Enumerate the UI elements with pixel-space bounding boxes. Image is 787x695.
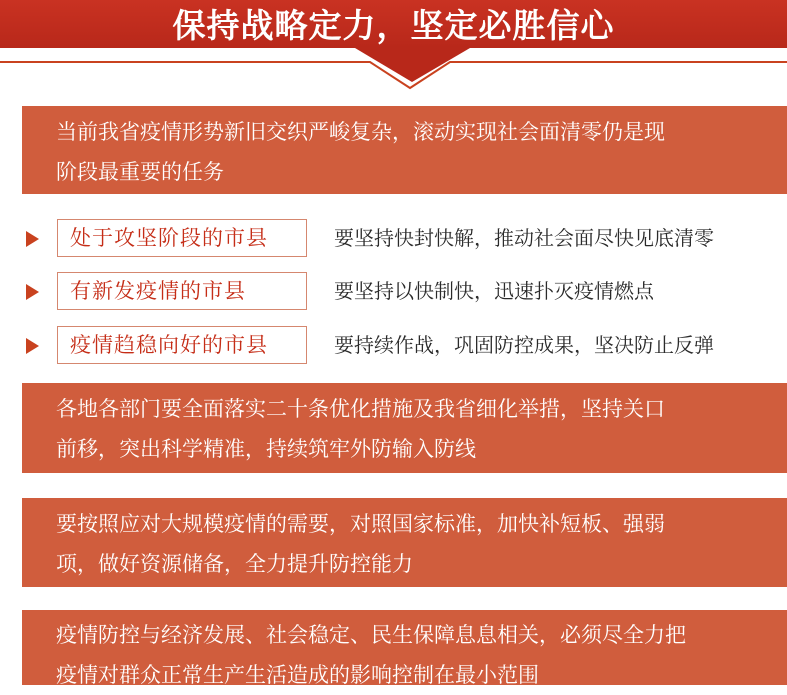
page-title: 保持战略定力，坚定必胜信心 xyxy=(172,5,615,45)
county-desc: 要坚持以快制快，迅速扑灭疫情燃点 xyxy=(334,279,654,303)
triangle-arrow-icon xyxy=(26,231,39,247)
block-text-line: 阶段最重要的任务 xyxy=(56,160,224,184)
block-text-line: 各地各部门要全面落实二十条优化措施及我省细化举措，坚持关口 xyxy=(56,397,665,421)
summary-block-3 xyxy=(22,498,787,587)
county-tag: 处于攻坚阶段的市县 xyxy=(57,219,307,257)
county-tag: 疫情趋稳向好的市县 xyxy=(57,326,307,364)
county-desc: 要坚持快封快解，推动社会面尽快见底清零 xyxy=(334,226,714,250)
summary-block-2 xyxy=(22,383,787,473)
block-text-line: 疫情对群众正常生产生活造成的影响控制在最小范围 xyxy=(56,663,539,687)
block-text-line: 前移，突出科学精准，持续筑牢外防输入防线 xyxy=(56,437,476,461)
block-text-line: 当前我省疫情形势新旧交织严峻复杂，滚动实现社会面清零仍是现 xyxy=(56,120,665,144)
block-text-line: 项，做好资源储备，全力提升防控能力 xyxy=(56,552,413,576)
banner-chevron xyxy=(0,0,787,100)
county-row-2 xyxy=(0,272,787,312)
county-tag: 有新发疫情的市县 xyxy=(57,272,307,310)
summary-block-1 xyxy=(22,106,787,194)
triangle-arrow-icon xyxy=(26,338,39,354)
county-row-3 xyxy=(0,326,787,366)
county-row-1 xyxy=(0,219,787,259)
summary-block-4 xyxy=(22,610,787,685)
county-desc: 要持续作战，巩固防控成果，坚决防止反弹 xyxy=(334,333,714,357)
block-text-line: 要按照应对大规模疫情的需要，对照国家标准，加快补短板、强弱 xyxy=(56,512,665,536)
block-text-line: 疫情防控与经济发展、社会稳定、民生保障息息相关，必须尽全力把 xyxy=(56,623,686,647)
triangle-arrow-icon xyxy=(26,284,39,300)
